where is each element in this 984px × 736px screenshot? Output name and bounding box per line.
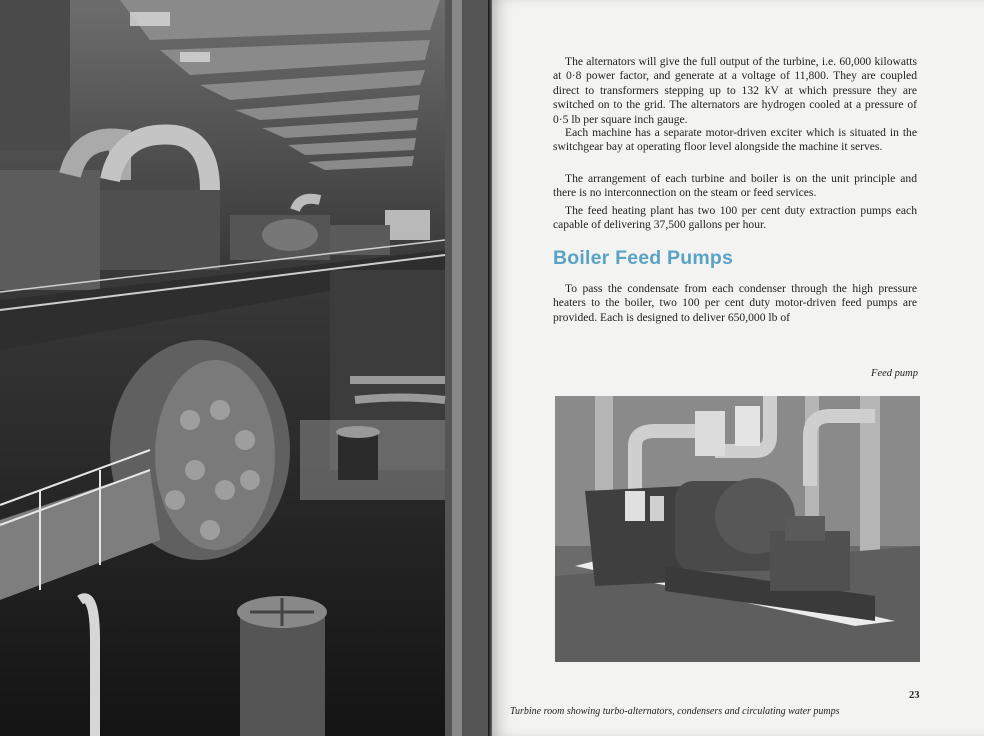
paragraph-feed-heating: The feed heating plant has two 100 per cent duty extraction pumps each capable of delivering 37,500 gallons per hour.	[553, 204, 917, 232]
section-heading: Boiler Feed Pumps	[553, 247, 734, 269]
right-page	[492, 0, 984, 736]
photo-caption: Turbine room showing turbo-alternators, condensers and circulating water pumps	[510, 706, 840, 717]
paragraph-arrangement: The arrangement of each turbine and boiler is on the unit principle and there is no interconnection on the steam or feed services.	[553, 172, 917, 200]
paragraph-exciter: Each machine has a separate motor-driven exciter which is situated in the switchgear bay at operating floor level alongside the machine it serves.	[553, 126, 917, 154]
paragraph-alternators: The alternators will give the full output of the turbine, i.e. 60,000 kilowatts at 0·8 power factor, and generate at a voltage of 11,800. They are coupled direct to transformers stepping up to 132 kV at which pressure they are switched on to the grid. The alternators are hydrogen cooled at a pressure of 0·5 lb per square inch gauge.	[553, 55, 917, 126]
paragraph-feed-pumps: To pass the condensate from each condenser through the high pressure heaters to the boiler, two 100 per cent duty motor-driven feed pumps are provided. Each is designed to deliver 650,000 lb of	[553, 282, 917, 324]
feed-pump-photo	[555, 396, 920, 662]
circulating-pump	[237, 596, 327, 736]
page-number: 23	[909, 690, 920, 701]
figure-caption: Feed pump	[871, 368, 918, 379]
feed-pump-image	[555, 396, 920, 662]
